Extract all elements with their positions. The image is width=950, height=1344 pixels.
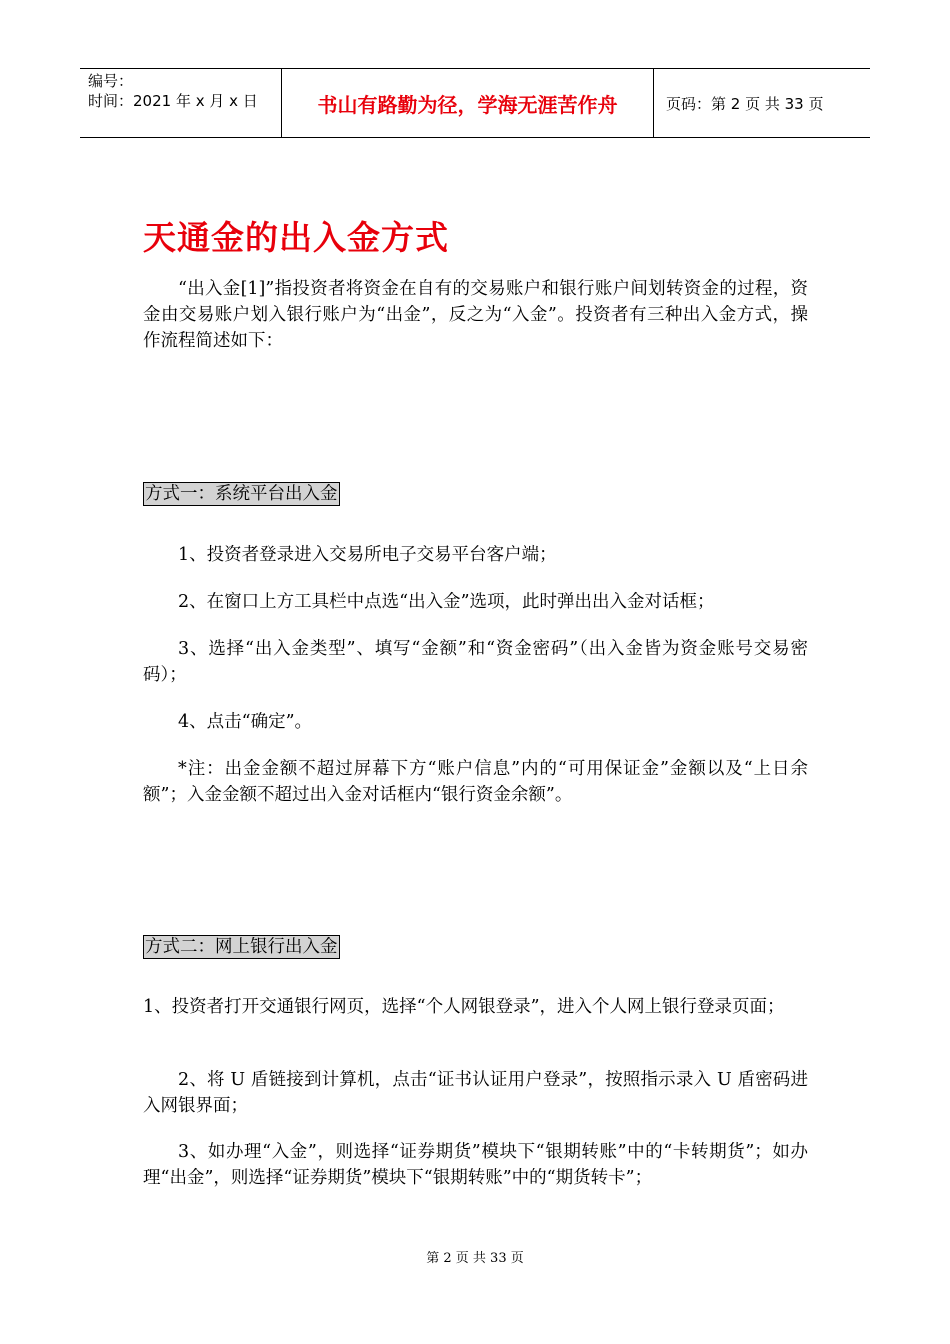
header-meta [80,69,282,137]
intro-paragraph: “出入金[1]”指投资者将资金在自有的交易账户和银行账户间划转资金的过程，资金由交易账户划入银行账户为“出金”，反之为“入金”。投资者有三种出入金方式，操作流程简述如下： [143,279,808,351]
header-page-code: 页码：第 2 页 共 33 页 [666,94,824,113]
method1-note: *注：出金金额不超过屏幕下方“账户信息”内的“可用保证金”金额以及“上日余额”；入金金额不超过出入金对话框内“银行资金余额”。 [143,759,808,805]
number-label: 编号： [88,72,134,90]
document-title: 天通金的出入金方式 [143,218,449,257]
method2-step-1: 1、投资者打开交通银行网页，选择“个人网银登录”，进入个人网上银行登录页面； [143,997,785,1017]
page-header [80,68,870,138]
header-motto: 书山有路勤为径，学海无涯苦作舟 [282,69,654,137]
method1-heading: 方式一：系统平台出入金 [145,484,338,504]
method1-step-3: 3、选择“出入金类型”、填写“金额”和“资金密码”（出入金皆为资金账号交易密码）； [143,639,808,685]
method2-heading: 方式二：网上银行出入金 [145,937,338,957]
time-label: 时间：2021 年 x 月 x 日 [88,92,258,110]
method1-step-2: 2、在窗口上方工具栏中点选“出入金”选项，此时弹出出入金对话框； [178,592,715,612]
method1-step-1: 1、投资者登录进入交易所电子交易平台客户端； [178,545,557,565]
method2-step-2: 2、将 U 盾链接到计算机，点击“证书认证用户登录”，按照指示录入 U 盾密码进入网银界面； [143,1070,808,1116]
page-footer: 第 2 页 共 33 页 [426,1251,524,1266]
method2-step-3: 3、如办理“入金”，则选择“证券期货”模块下“银期转账”中的“卡转期货”；如办理“出金”，则选择“证券期货”模块下“银期转账”中的“期货转卡”； [143,1142,808,1188]
method1-step-4: 4、点击“确定”。 [178,712,313,732]
